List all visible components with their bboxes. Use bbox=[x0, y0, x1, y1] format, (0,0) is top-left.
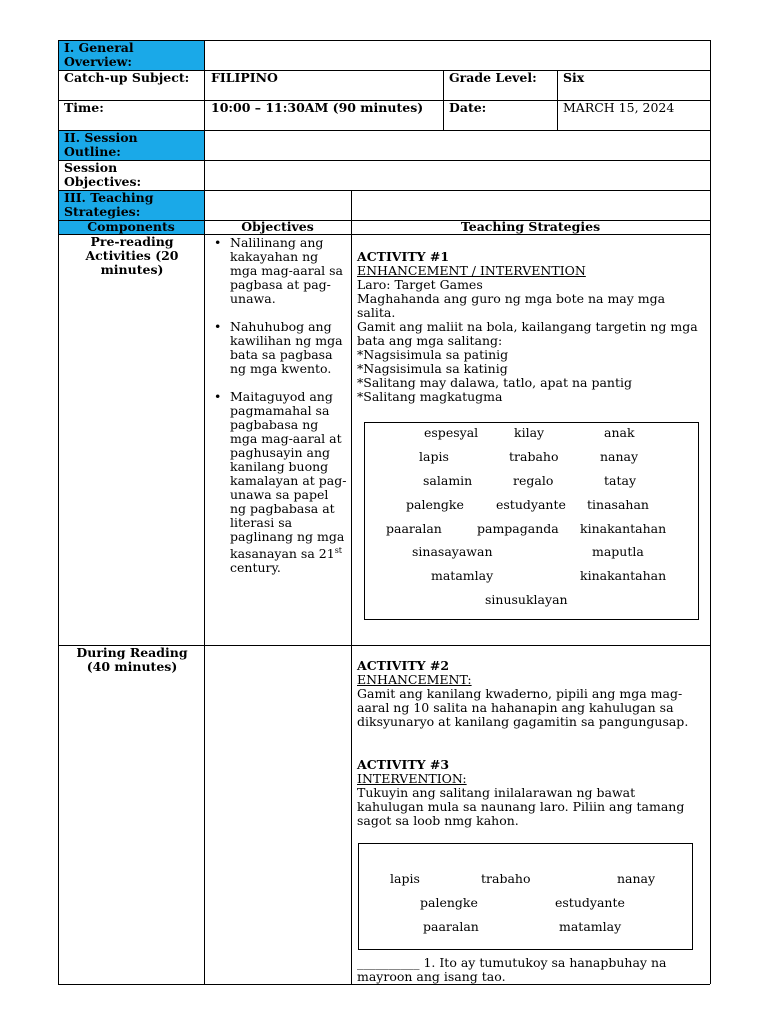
activity-1-subtitle: ENHANCEMENT / INTERVENTION bbox=[357, 263, 586, 278]
word-item: estudyante bbox=[555, 895, 625, 910]
word-item: matamlay bbox=[559, 919, 622, 934]
activity-2-title: ACTIVITY #2 bbox=[357, 658, 450, 673]
word-item: kilay bbox=[514, 425, 545, 440]
objective-item: • Nalilinang ang kakayahan ng mga mag-aaral sa pagbasa at pag-unawa. bbox=[212, 236, 348, 306]
components-header: Components bbox=[87, 219, 175, 234]
date-label: Date: bbox=[449, 100, 487, 115]
word-item: maputla bbox=[592, 544, 644, 559]
pre-reading-component: Pre-reading Activities (20 minutes) bbox=[85, 234, 179, 277]
objective-item: • Maitaguyod ang pagmamahal sa pagbabasa ng mga mag-aaral at paghusayin ang kanilang buong kamalayan at pag-unawa sa papel ng pagbabasa at literasi sa paglinang ng mga kasanayan sa 21st century. bbox=[212, 390, 348, 575]
word-item: matamlay bbox=[431, 568, 494, 583]
activity-1-title: ACTIVITY #1 bbox=[357, 249, 450, 264]
activity-1-line: *Nagsisimula sa patinig bbox=[357, 347, 509, 362]
word-item: sinasayawan bbox=[412, 544, 493, 559]
activity-1-line: *Nagsisimula sa katinig bbox=[357, 361, 508, 376]
question-item-1: __________ 1. Ito ay tumutukoy sa hanapbuhay na mayroon ang isang tao. bbox=[357, 955, 667, 984]
word-item: estudyante bbox=[496, 497, 566, 512]
word-item: nanay bbox=[600, 449, 639, 464]
activity-2-text: Gamit ang kanilang kwaderno, pipili ang mga mag-aaral ng 10 salita na hahanapin ang kahulugan sa diksyunaryo at kanilang gagamitin sa pangungusap. bbox=[357, 686, 689, 729]
catchup-subject-label: Catch-up Subject: bbox=[64, 70, 190, 85]
word-box-2 bbox=[358, 843, 693, 950]
objectives-header: Objectives bbox=[241, 219, 314, 234]
word-item: tinasahan bbox=[587, 497, 649, 512]
word-item: lapis bbox=[390, 871, 420, 886]
word-item: kinakantahan bbox=[580, 568, 667, 583]
time-label: Time: bbox=[64, 100, 104, 115]
session-objectives-label: Session Objectives: bbox=[64, 160, 142, 189]
word-item: anak bbox=[604, 425, 635, 440]
word-item: palengke bbox=[420, 895, 478, 910]
teaching-strategies-label: III. Teaching Strategies: bbox=[64, 190, 154, 219]
catchup-subject-value: FILIPINO bbox=[211, 70, 278, 85]
activity-1-line: Maghahanda ang guro ng mga bote na may mga salita. bbox=[357, 291, 666, 320]
word-item: tatay bbox=[604, 473, 637, 488]
during-reading-component: During Reading (40 minutes) bbox=[76, 645, 188, 674]
teaching-strategies-header: Teaching Strategies bbox=[460, 219, 601, 234]
word-item: paaralan bbox=[386, 521, 442, 536]
session-outline-label: II. Session Outline: bbox=[64, 130, 138, 159]
grade-level-label: Grade Level: bbox=[449, 70, 537, 85]
activity-1-block bbox=[357, 250, 705, 404]
activity-3-block bbox=[357, 758, 705, 828]
word-item: nanay bbox=[617, 871, 656, 886]
activity-3-text: Tukuyin ang salitang inilalarawan ng bawat kahulugan mula sa naunang laro. Piliin ang tamang sagot sa loob nmg kahon. bbox=[357, 785, 685, 828]
activity-1-line: Gamit ang maliit na bola, kailangang targetin ng mga bata ang mga salitang: bbox=[357, 319, 698, 348]
word-item: lapis bbox=[419, 449, 449, 464]
word-item: paaralan bbox=[423, 919, 479, 934]
word-item: espesyal bbox=[424, 425, 479, 440]
word-item: sinusuklayan bbox=[485, 592, 568, 607]
activity-1-line: *Salitang magkatugma bbox=[357, 389, 503, 404]
word-item: pampaganda bbox=[477, 521, 559, 536]
activity-2-subtitle: ENHANCEMENT: bbox=[357, 672, 472, 687]
word-item: palengke bbox=[406, 497, 464, 512]
activity-3-subtitle: INTERVENTION: bbox=[357, 771, 467, 786]
pre-reading-objectives bbox=[212, 236, 348, 589]
word-item: kinakantahan bbox=[580, 521, 667, 536]
activity-3-title: ACTIVITY #3 bbox=[357, 757, 450, 772]
objective-item: • Nahuhubog ang kawilihan ng mga bata sa pagbasa ng mga kwento. bbox=[212, 320, 348, 376]
activity-1-line: Laro: Target Games bbox=[357, 277, 483, 292]
time-value: 10:00 – 11:30AM (90 minutes) bbox=[211, 100, 424, 115]
activity-2-block bbox=[357, 659, 705, 729]
word-item: trabaho bbox=[509, 449, 559, 464]
word-item: trabaho bbox=[481, 871, 531, 886]
grade-level-value: Six bbox=[563, 70, 585, 85]
word-item: salamin bbox=[423, 473, 473, 488]
word-item: regalo bbox=[513, 473, 554, 488]
general-overview-label: I. General Overview: bbox=[64, 40, 134, 69]
activity-1-line: *Salitang may dalawa, tatlo, apat na pantig bbox=[357, 375, 632, 390]
date-value: MARCH 15, 2024 bbox=[563, 100, 675, 115]
